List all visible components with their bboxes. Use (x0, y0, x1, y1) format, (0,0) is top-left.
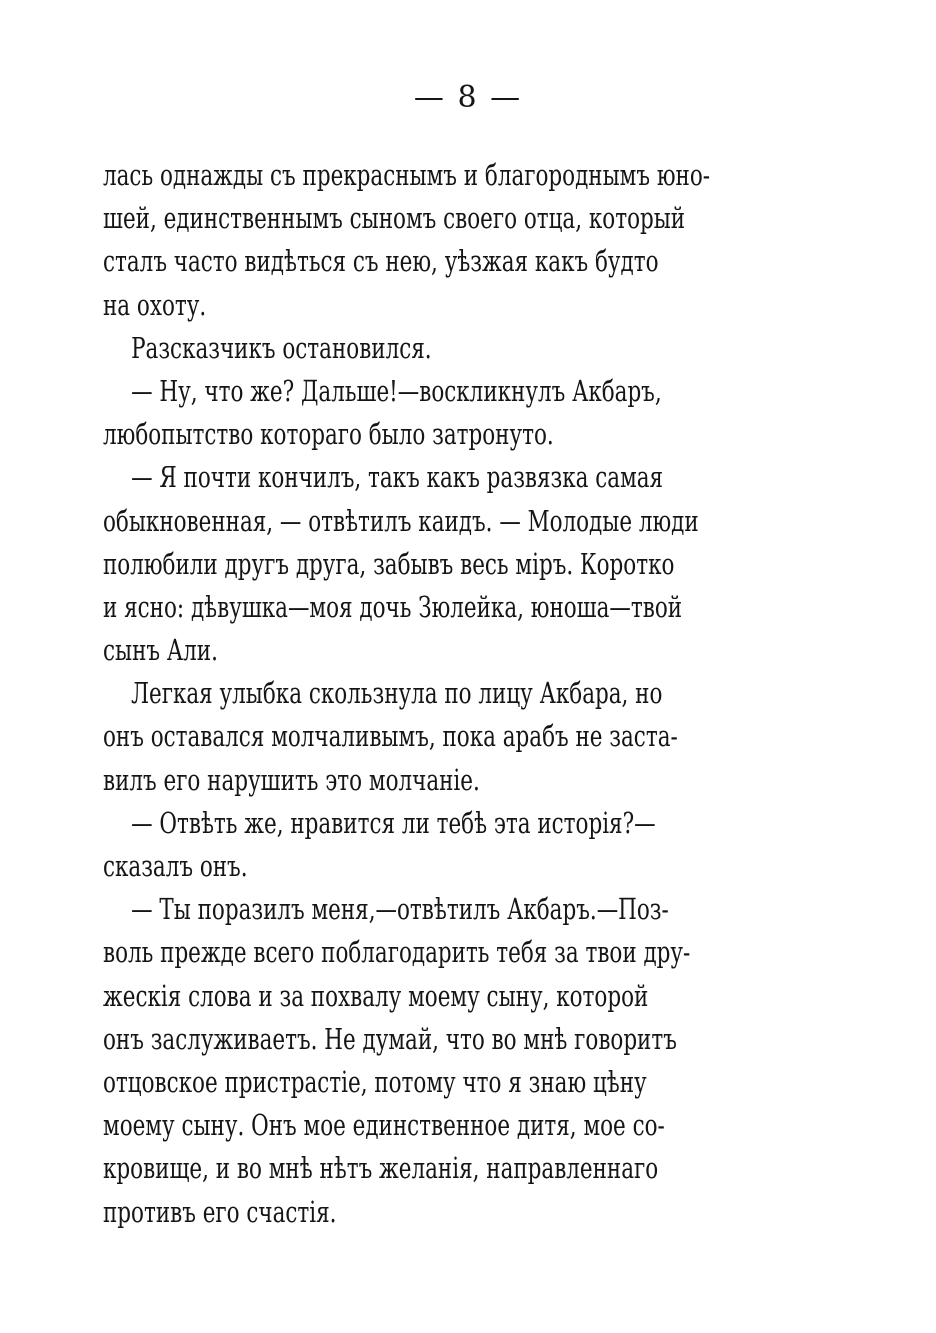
text-line: обыкновенная, — отвѣтилъ каидъ. — Молодые люди (103, 503, 699, 538)
text-line: — Отвѣть же, нравится ли тебѣ эта исторія?— (131, 805, 656, 840)
text-line: жескія слова и за похвалу моему сыну, которой (103, 978, 649, 1013)
text-line: сказалъ онъ. (103, 849, 248, 883)
text-line: противъ его счастія. (103, 1194, 337, 1229)
text-line: воль прежде всего поблагодарить тебя за твои дру- (103, 935, 691, 970)
text-line: — Я почти кончилъ, такъ какъ развязка самая (131, 460, 664, 495)
paragraph (103, 672, 835, 802)
text-line: Разсказчикъ остановился. (131, 330, 432, 365)
paragraph (103, 370, 835, 456)
text-line: любопытство котораго было затронуто. (103, 417, 554, 452)
paragraph (103, 154, 835, 327)
body-text (103, 154, 835, 1234)
text-line: отцовское пристрастіе, потому что я знаю цѣну (103, 1064, 647, 1099)
text-line: — Ну, что же? Дальше!—воскликнулъ Акбаръ, (131, 373, 662, 408)
paragraph (103, 888, 835, 1234)
text-line: моему сыну. Онъ мое единственное дитя, мое со- (103, 1108, 665, 1143)
text-line: на охоту. (103, 287, 207, 322)
text-line: — Ты поразилъ меня,—отвѣтилъ Акбаръ.—Поз- (131, 892, 669, 927)
text-line: кровище, и во мнѣ нѣтъ желанія, направленнаго (103, 1151, 659, 1186)
text-line: и ясно: дѣвушка—моя дочь Зюлейка, юноша—твой (103, 589, 683, 624)
text-line: вилъ его нарушить это молчаніе. (103, 762, 480, 797)
text-line: онъ заслуживаетъ. Не думай, что во мнѣ говоритъ (103, 1021, 677, 1056)
text-line: онъ оставался молчаливымъ, пока арабъ не заста- (103, 719, 678, 754)
text-line: шей, единственнымъ сыномъ своего отца, который (103, 201, 686, 236)
paragraph (103, 327, 835, 370)
text-line: сынъ Али. (103, 633, 218, 668)
paragraph (103, 802, 835, 888)
text-line: Легкая улыбка скользнула по лицу Акбара, но (131, 676, 663, 711)
text-line: лась однажды съ прекраснымъ и благороднымъ юно- (103, 158, 711, 192)
text-line: полюбили другъ друга, забывъ весь міръ. Коротко (103, 546, 675, 581)
page-number: — 8 — (413, 80, 523, 115)
paragraph (103, 456, 835, 672)
text-line: сталъ часто видѣться съ нею, уѣзжая какъ будто (103, 244, 659, 279)
